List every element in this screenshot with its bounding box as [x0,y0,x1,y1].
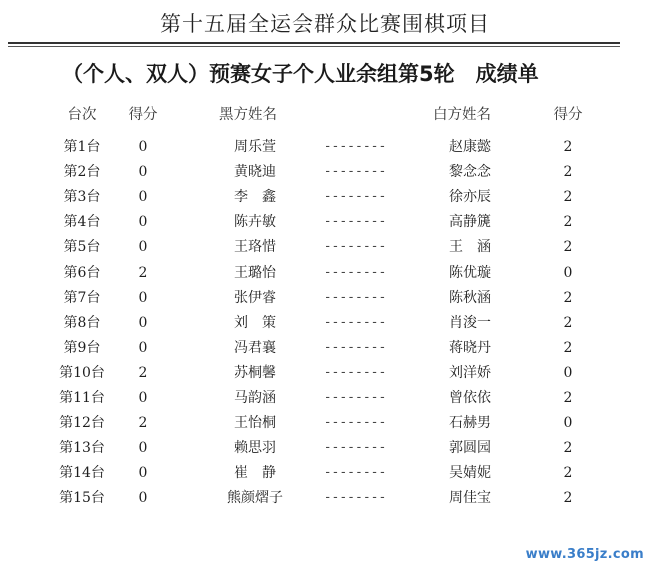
white-player-name: 周佳宝 [449,490,491,507]
black-player-name: 刘 策 [234,314,276,331]
black-player-name: 王璐怡 [234,264,276,281]
match-separator: -------- [323,289,387,305]
table-number: 第15台 [59,490,105,507]
black-score: 0 [138,189,148,206]
white-player-name: 赵康懿 [449,139,491,155]
black-player-name: 王怡桐 [234,415,276,432]
table-number: 第5台 [63,239,101,256]
black-player-name: 崔 静 [234,465,276,482]
header-white-score: 得分 [553,107,583,123]
black-score: 0 [138,164,148,181]
header-black-name: 黑方姓名 [219,107,277,123]
match-separator: -------- [323,239,387,255]
white-player-name: 徐亦辰 [449,189,491,206]
header-white-name: 白方姓名 [433,107,491,123]
black-player-name: 冯君襄 [234,339,276,356]
white-score: 2 [563,214,573,231]
black-score: 2 [138,364,148,381]
white-player-name: 曾依依 [449,390,491,406]
title-divider-thin [8,46,620,47]
black-score: 0 [138,239,148,256]
white-score: 2 [563,490,573,507]
black-player-name: 张伊睿 [234,289,276,306]
black-score: 2 [138,415,148,432]
match-separator: -------- [323,189,387,205]
white-score: 2 [563,390,573,406]
watermark: www.365jz.com [525,547,644,562]
white-player-name: 石赫男 [449,415,491,432]
match-separator: -------- [323,465,387,481]
white-score: 2 [563,440,573,457]
white-score: 2 [563,465,573,482]
white-score: 2 [563,289,573,306]
page-title: 第十五届全运会群众比赛围棋项目 [160,12,490,36]
black-score: 0 [138,139,148,155]
black-player-name: 周乐萱 [234,139,276,155]
header-black-score: 得分 [128,107,158,123]
match-separator: -------- [323,440,387,456]
table-number: 第2台 [63,164,101,181]
table-number: 第8台 [63,314,101,331]
white-score: 0 [563,415,573,432]
table-number: 第4台 [63,214,101,231]
black-score: 0 [138,465,148,482]
black-player-name: 陈卉敏 [234,214,276,231]
white-player-name: 黎念念 [449,164,491,181]
match-separator: -------- [323,314,387,330]
match-separator: -------- [323,139,387,154]
table-number: 第11台 [59,390,105,406]
black-player-name: 王珞惜 [234,239,276,256]
white-player-name: 陈优璇 [449,264,491,281]
table-number: 第12台 [59,415,105,432]
table-number: 第10台 [59,364,105,381]
page-subtitle: （个人、双人）预赛女子个人业余组第5轮 成绩单 [62,62,539,86]
table-number: 第3台 [63,189,101,206]
white-score: 2 [563,164,573,181]
black-score: 0 [138,339,148,356]
match-separator: -------- [323,415,387,431]
black-score: 0 [138,314,148,331]
black-score: 0 [138,289,148,306]
match-separator: -------- [323,264,387,280]
white-score: 2 [563,139,573,155]
black-player-name: 赖思羽 [234,440,276,457]
black-score: 0 [138,440,148,457]
table-number: 第1台 [63,139,101,155]
white-player-name: 蒋晓丹 [449,339,491,356]
match-separator: -------- [323,390,387,405]
white-player-name: 吴婧妮 [449,465,491,482]
white-score: 0 [563,264,573,281]
white-player-name: 王 涵 [449,239,491,256]
white-player-name: 肖浚一 [449,314,491,331]
white-player-name: 郭圆园 [449,440,491,457]
match-separator: -------- [323,164,387,180]
black-score: 2 [138,264,148,281]
black-score: 0 [138,390,148,406]
table-number: 第9台 [63,339,101,356]
match-separator: -------- [323,490,387,506]
table-number: 第14台 [59,465,105,482]
match-separator: -------- [323,214,387,230]
match-separator: -------- [323,364,387,380]
black-score: 0 [138,214,148,231]
table-number: 第6台 [63,264,101,281]
black-player-name: 苏桐馨 [234,364,276,381]
white-player-name: 陈秋涵 [449,289,491,306]
white-score: 2 [563,339,573,356]
title-divider [8,42,620,44]
black-player-name: 黄晓迪 [234,164,276,181]
white-player-name: 高静篪 [449,214,491,231]
white-score: 2 [563,314,573,331]
black-player-name: 马韵涵 [234,390,276,406]
match-separator: -------- [323,339,387,355]
header-table: 台次 [67,107,97,123]
table-number: 第7台 [63,289,101,306]
black-player-name: 熊颜熠子 [227,490,283,507]
white-score: 2 [563,189,573,206]
black-player-name: 李 鑫 [234,189,276,206]
white-player-name: 刘洋娇 [449,364,491,381]
black-score: 0 [138,490,148,507]
white-score: 2 [563,239,573,256]
table-number: 第13台 [59,440,105,457]
white-score: 0 [563,364,573,381]
